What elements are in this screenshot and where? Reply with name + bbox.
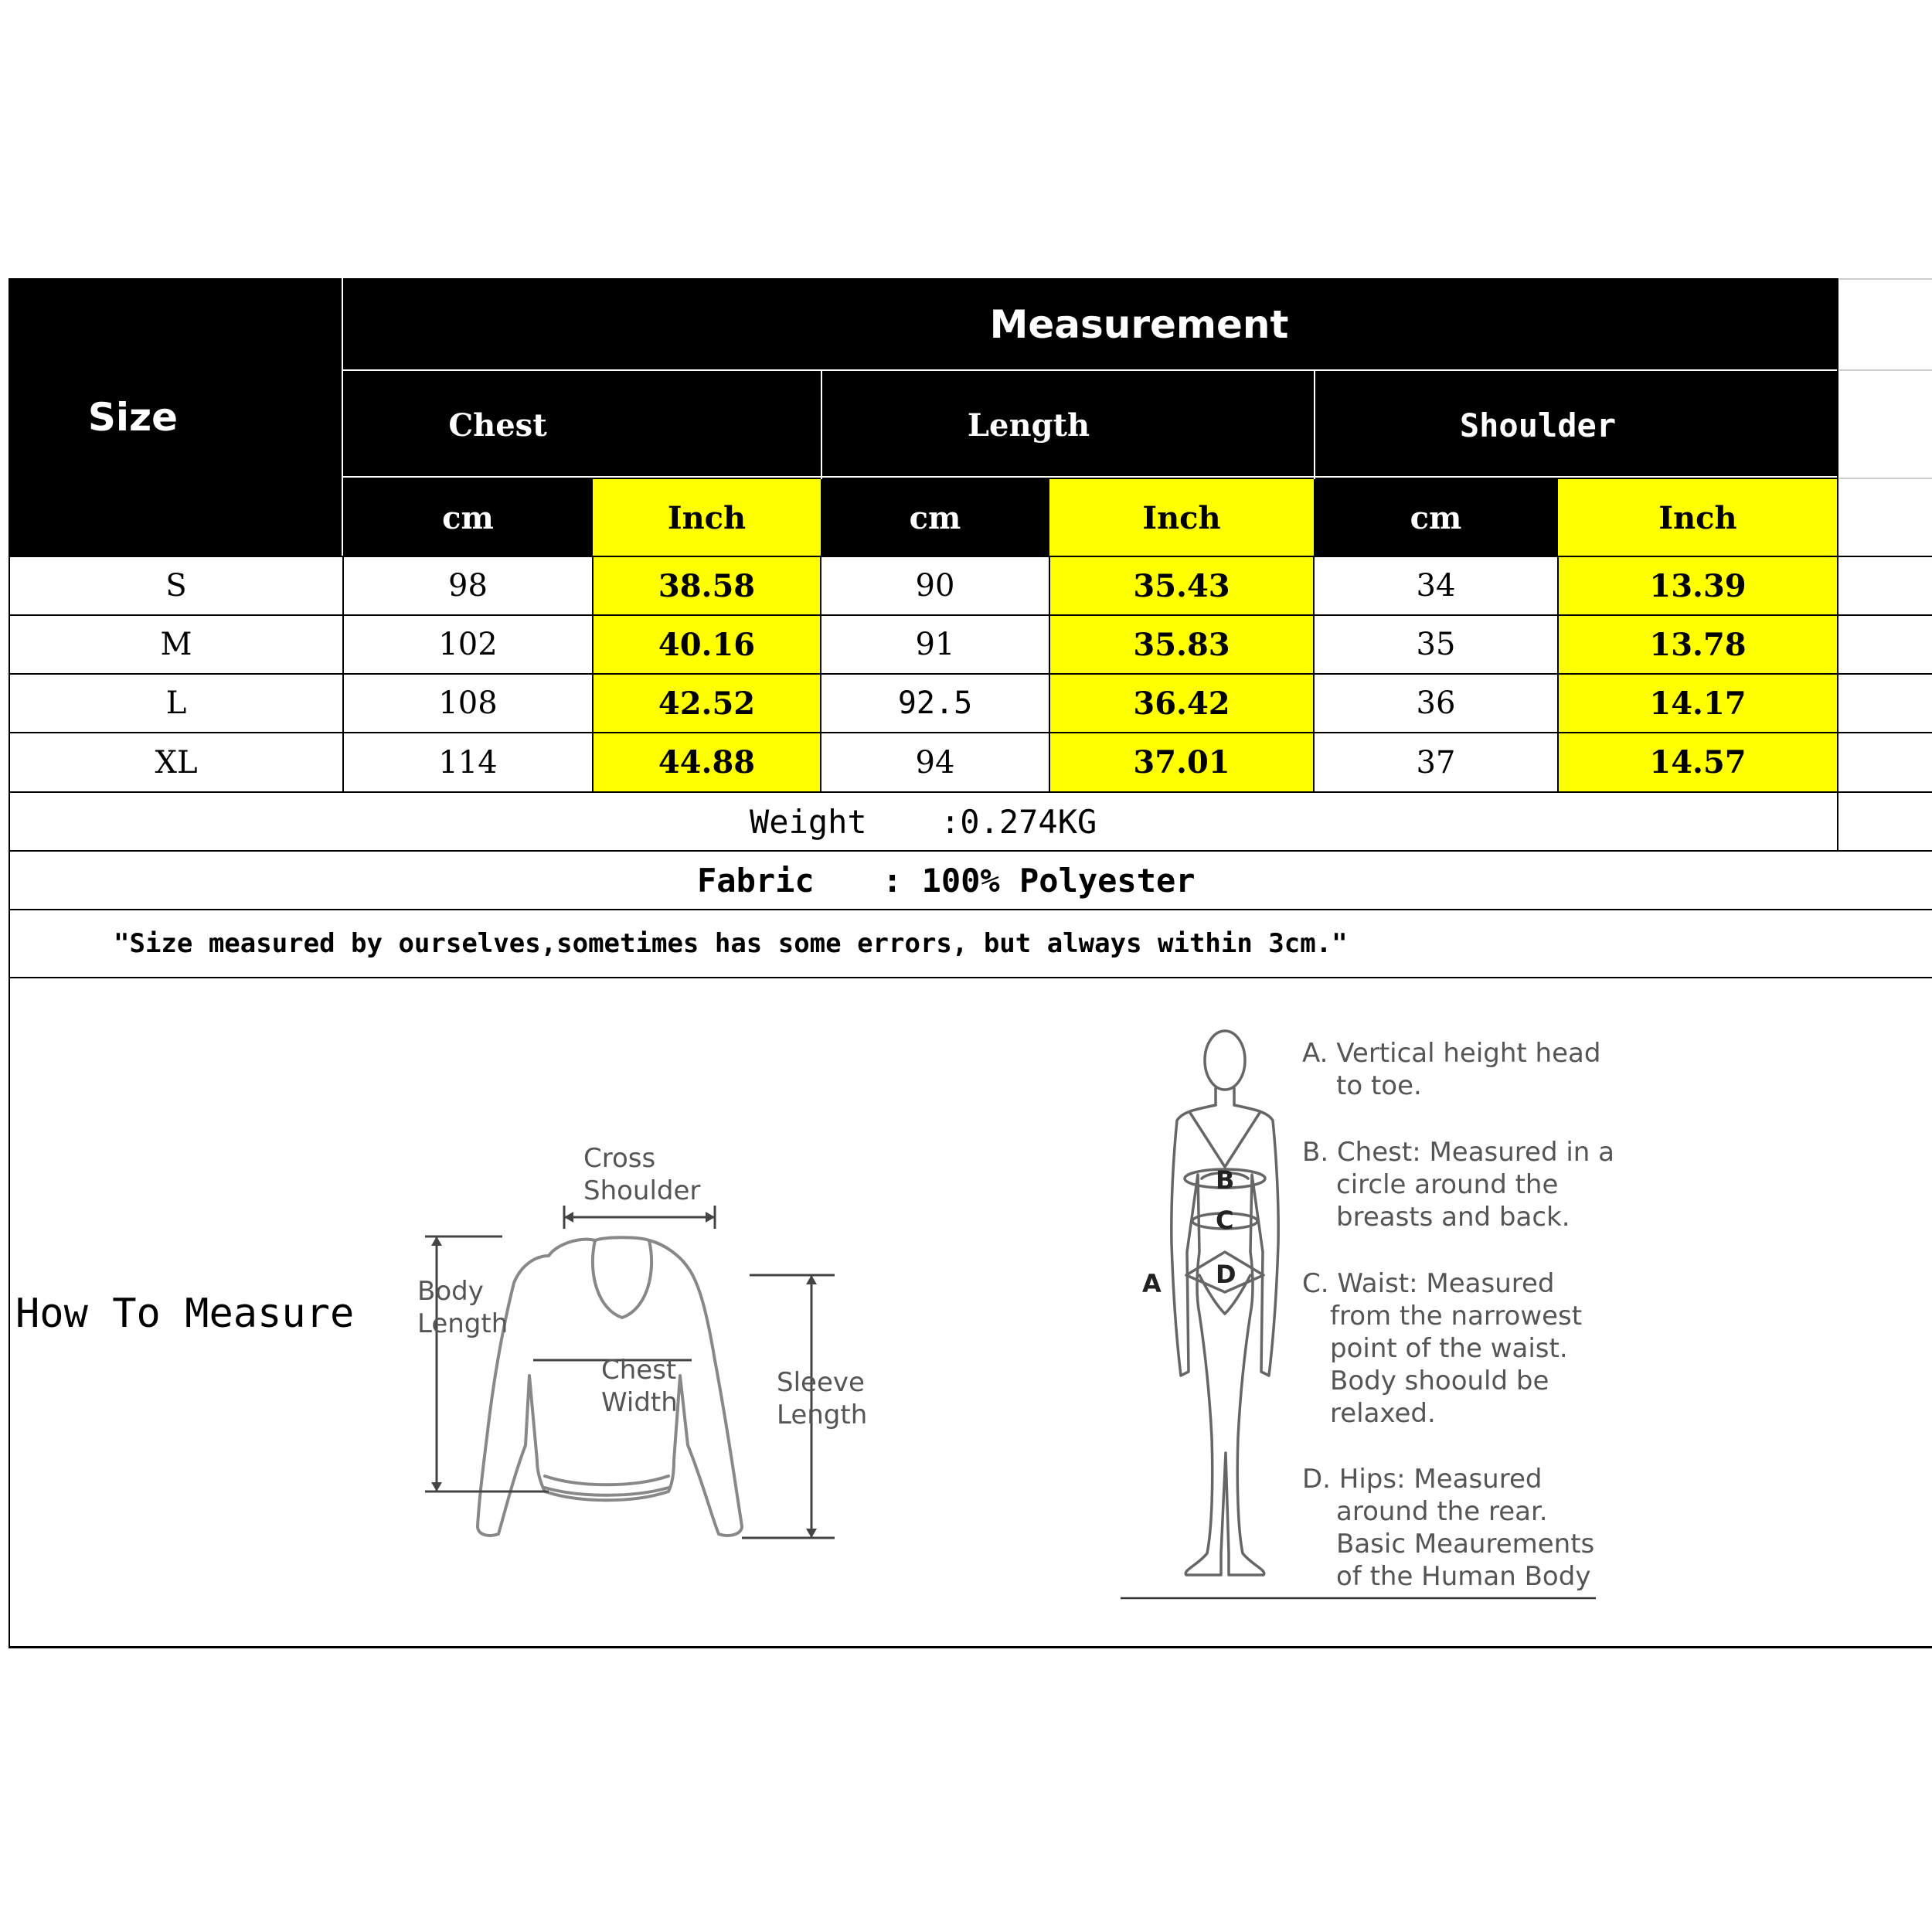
- value-cell: 35: [1416, 627, 1456, 662]
- value-cell: 36: [1416, 685, 1456, 721]
- letter-b: B: [1216, 1165, 1235, 1195]
- unit-header-cm: cm: [1410, 499, 1462, 536]
- note-c: C. Waist: Measured from the narrowest point of the waist. Body shoould be relaxed.: [1302, 1268, 1583, 1429]
- value-cell: 42.52: [658, 685, 756, 722]
- note-d: D. Hips: Measured around the rear. Basic Meaurements of the Human Body: [1302, 1464, 1595, 1592]
- value-cell: 108: [438, 685, 498, 721]
- value-cell: 40.16: [658, 626, 756, 663]
- cross-shoulder-label: Cross Shoulder: [583, 1143, 701, 1206]
- value-cell: 35.43: [1133, 567, 1230, 604]
- unit-header-inch: Inch: [667, 499, 747, 536]
- fabric-value: : 100% Polyester: [883, 861, 1196, 900]
- group-shoulder-header: Shoulder: [1459, 406, 1617, 444]
- value-cell: 44.88: [658, 744, 756, 781]
- value-cell: 36.42: [1133, 685, 1230, 722]
- note-row: [9, 910, 1932, 978]
- unit-header-inch: Inch: [1658, 499, 1737, 536]
- size-cell: L: [165, 685, 187, 721]
- value-cell: 114: [438, 744, 498, 781]
- value-cell: 37.01: [1133, 744, 1230, 781]
- measurement-note: "Size measured by ourselves,sometimes has some errors, but always within 3cm.": [114, 928, 1348, 959]
- value-cell: 91: [915, 627, 955, 662]
- weight-label: Weight: [750, 802, 867, 841]
- value-cell: 90: [915, 568, 955, 604]
- value-cell: 34: [1416, 568, 1456, 604]
- size-header: Size: [87, 395, 179, 440]
- value-cell: 92.5: [897, 685, 973, 721]
- size-cell: M: [160, 627, 192, 662]
- value-cell: 102: [438, 627, 498, 662]
- value-cell: 94: [915, 744, 955, 781]
- weight-value: :0.274KG: [940, 802, 1097, 841]
- value-cell: 14.17: [1649, 685, 1747, 722]
- body-length-label: Body Length: [417, 1276, 509, 1339]
- note-b: B. Chest: Measured in a circle around the breasts and back.: [1302, 1137, 1614, 1233]
- note-a: A. Vertical height head to toe.: [1302, 1038, 1601, 1101]
- measurement-header: Measurement: [989, 302, 1289, 347]
- letter-c: C: [1216, 1206, 1234, 1235]
- letter-a: A: [1142, 1269, 1162, 1298]
- value-cell: 98: [448, 568, 488, 604]
- how-to-measure-label: How To Measure: [15, 1291, 355, 1337]
- value-cell: 38.58: [658, 567, 756, 604]
- figure-head: [1205, 1031, 1245, 1090]
- fabric-row: [9, 851, 1932, 910]
- value-cell: 35.83: [1133, 626, 1230, 663]
- letter-d: D: [1216, 1260, 1236, 1289]
- value-cell: 37: [1416, 744, 1456, 781]
- value-cell: 14.57: [1649, 744, 1747, 781]
- unit-header-inch: Inch: [1142, 499, 1221, 536]
- sleeve-length-label: Sleeve Length: [777, 1367, 868, 1430]
- value-cell: 13.78: [1649, 626, 1747, 663]
- group-chest-header: Chest: [448, 406, 547, 444]
- fabric-label: Fabric: [697, 861, 815, 900]
- weight-row: [9, 792, 1838, 851]
- value-cell: 13.39: [1649, 567, 1747, 604]
- chest-width-label: Chest Width: [601, 1355, 678, 1418]
- group-length-header: Length: [967, 406, 1090, 444]
- size-cell: S: [165, 568, 187, 604]
- unit-header-cm: cm: [909, 499, 961, 536]
- size-cell: XL: [155, 744, 198, 781]
- unit-header-cm: cm: [442, 499, 494, 536]
